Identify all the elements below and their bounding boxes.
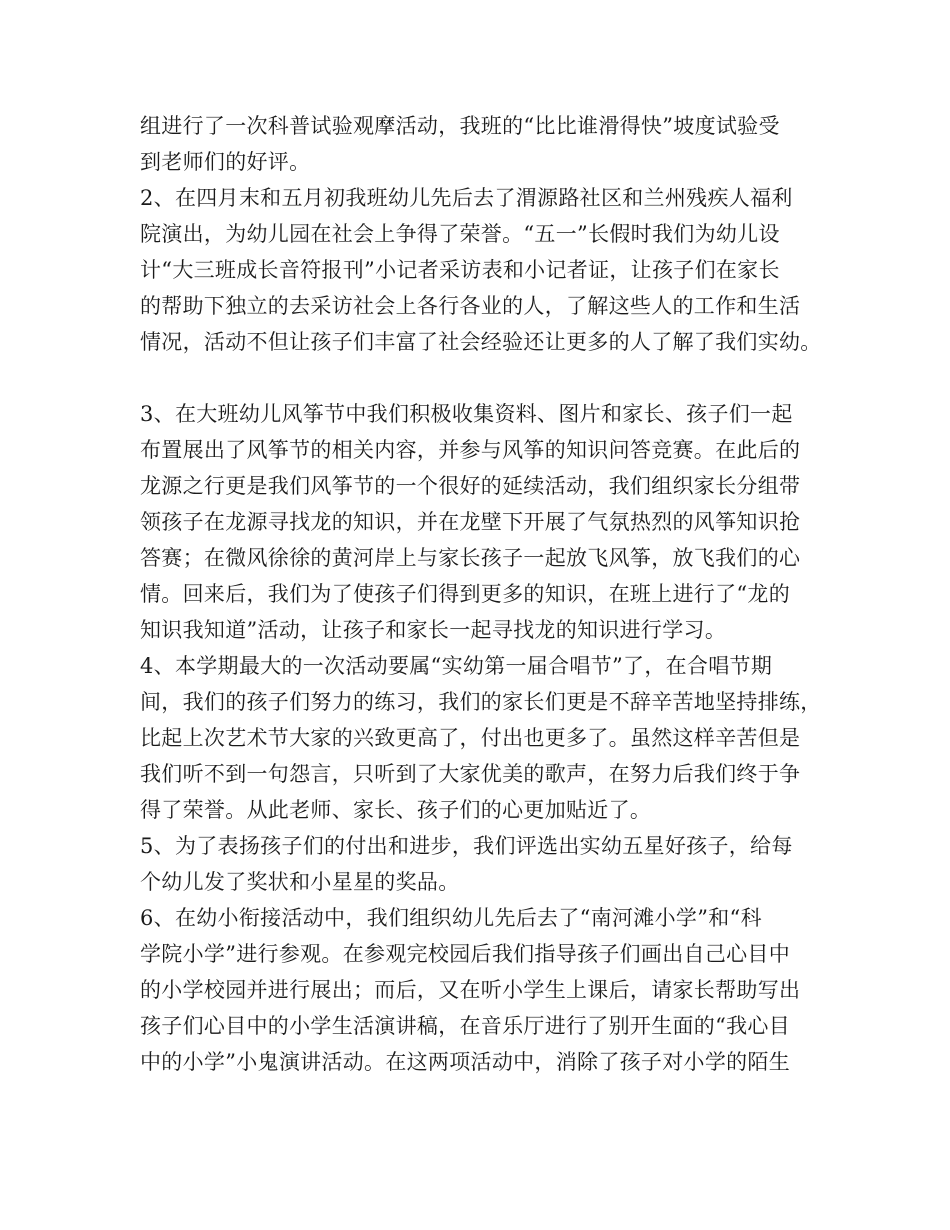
text-line: 6、在幼小衔接活动中，我们组织幼儿先后去了“南河滩小学”和“科 [140,906,762,930]
text-line: 答赛；在微风徐徐的黄河岸上与家长孩子一起放飞风筝，放飞我们的心 [140,546,801,570]
text-line: 得了荣誉。从此老师、家长、孩子们的心更加贴近了。 [140,798,652,822]
text-line: 孩子们心目中的小学生活演讲稿，在音乐厅进行了别开生面的“我心目 [140,1014,791,1038]
text-line: 情。回来后，我们为了使孩子们得到更多的知识，在班上进行了“龙的 [140,582,791,606]
text-line: 的帮助下独立的去采访社会上各行各业的人，了解这些人的工作和生活 [140,294,801,318]
text-line: 间，我们的孩子们努力的练习，我们的家长们更是不辞辛苦地坚持排练， [140,690,822,714]
text-line: 的小学校园并进行展出；而后，又在听小学生上课后，请家长帮助写出 [140,978,801,1002]
text-line: 个幼儿发了奖状和小星星的奖品。 [140,870,460,894]
text-line: 知识我知道”活动，让孩子和家长一起寻找龙的知识进行学习。 [140,618,727,642]
text-line: 学院小学”进行参观。在参观完校园后我们指导孩子们画出自己心目中 [140,942,791,966]
text-line: 5、为了表扬孩子们的付出和进步，我们评选出实幼五星好孩子，给每 [140,834,793,858]
text-line: 比起上次艺术节大家的兴致更高了，付出也更多了。虽然这样辛苦但是 [140,726,801,750]
text-line: 到老师们的好评。 [140,150,311,174]
text-line: 院演出，为幼儿园在社会上争得了荣誉。“五一”长假时我们为幼儿设 [140,222,780,246]
text-line: 3、在大班幼儿风筝节中我们积极收集资料、图片和家长、孩子们一起 [140,402,793,426]
blank-line [140,360,812,396]
text-line: 龙源之行更是我们风筝节的一个很好的延续活动，我们组织家长分组带 [140,474,801,498]
text-line: 领孩子在龙源寻找龙的知识，并在龙壁下开展了气氛热烈的风筝知识抢 [140,510,801,534]
text-line: 我们听不到一句怨言，只听到了大家优美的歌声，在努力后我们终于争 [140,762,801,786]
text-line: 2、在四月末和五月初我班幼儿先后去了渭源路社区和兰州残疾人福利 [140,186,793,210]
text-line: 4、本学期最大的一次活动要属“实幼第一届合唱节”了，在合唱节期 [140,654,773,678]
text-line: 组进行了一次科普试验观摩活动，我班的“比比谁滑得快”坡度试验受 [140,114,780,138]
text-line: 情况，活动不但让孩子们丰富了社会经验还让更多的人了解了我们实幼。 [140,330,822,354]
text-line: 布置展出了风筝节的相关内容，并参与风筝的知识问答竞赛。在此后的 [140,438,801,462]
text-line: 计“大三班成长音符报刊”小记者采访表和小记者证，让孩子们在家长 [140,258,780,282]
text-line: 中的小学”小鬼演讲活动。在这两项活动中，消除了孩子对小学的陌生 [140,1050,791,1074]
document-body [140,108,822,1080]
